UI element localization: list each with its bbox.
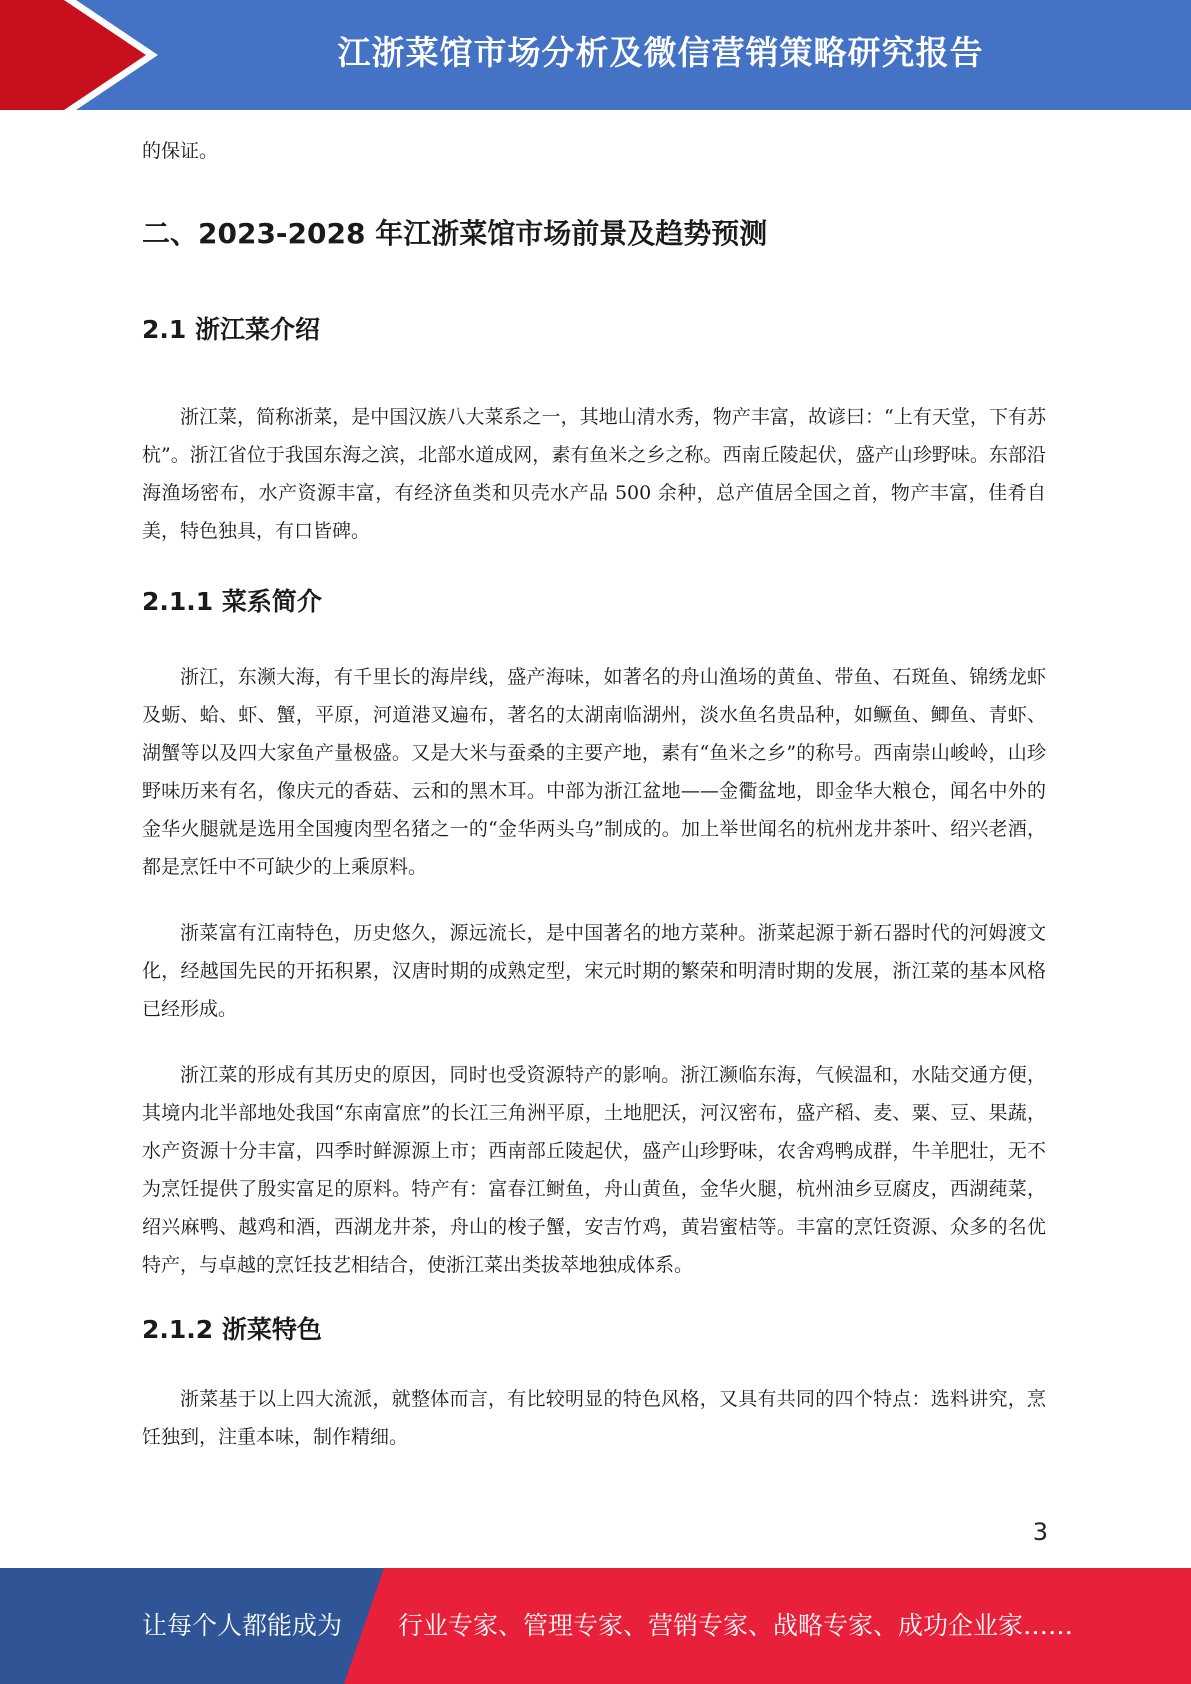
subsection-heading-2-1-1: 2.1.1 菜系简介 bbox=[142, 587, 322, 616]
footer-slogan-left: 让每个人都能成为 bbox=[142, 1611, 343, 1640]
paragraph-characteristics: 浙菜基于以上四大流派，就整体而言，有比较明显的特色风格，又具有共同的四个特点：选料讲究，烹饪独到，注重本味，制作精细。 bbox=[142, 1388, 1046, 1448]
page-footer bbox=[0, 1568, 1191, 1684]
paragraph-resources: 浙江菜的形成有其历史的原因，同时也受资源特产的影响。浙江濒临东海，气候温和，水陆交通方便，其境内北半部地处我国“东南富庶”的长江三角洲平原，土地肥沃，河汉密布，盛产稻、麦、粟、豆、果蔬，水产资源十分丰富，四季时鲜源源上市；西南部丘陵起伏，盛产山珍野味，农舍鸡鸭成群，牛羊肥壮，无不为烹饪提供了殷实富足的原料。特产有：富春江鲥鱼，舟山黄鱼，金华火腿，杭州油乡豆腐皮，西湖莼菜，绍兴麻鸭、越鸡和酒，西湖龙井茶，舟山的梭子蟹，安吉竹鸡，黄岩蜜桔等。丰富的烹饪资源、众多的名优特产，与卓越的烹饪技艺相结合，使浙江菜出类拔萃地独成体系。 bbox=[142, 1064, 1046, 1276]
subsection-heading-2-1-2: 2.1.2 浙菜特色 bbox=[142, 1315, 322, 1344]
page-header bbox=[0, 0, 1191, 110]
paragraph-cuisine-overview: 浙江，东濒大海，有千里长的海岸线，盛产海味，如著名的舟山渔场的黄鱼、带鱼、石斑鱼、锦绣龙虾及蛎、蛤、虾、蟹，平原，河道港叉遍布，著名的太湖南临湖州，淡水鱼名贵品种，如鳜鱼、鲫鱼、青虾、湖蟹等以及四大家鱼产量极盛。又是大米与蚕桑的主要产地，素有“鱼米之乡”的称号。西南崇山峻岭，山珍野味历来有名，像庆元的香菇、云和的黑木耳。中部为浙江盆地——金衢盆地，即金华大粮仓，闻名中外的金华火腿就是选用全国瘦肉型名猪之一的“金华两头乌”制成的。加上举世闻名的杭州龙井茶叶、绍兴老酒，都是烹饪中不可缺少的上乘原料。 bbox=[142, 666, 1046, 878]
page-content bbox=[142, 132, 1046, 1456]
report-title: 江浙菜馆市场分析及微信营销策略研究报告 bbox=[337, 33, 984, 72]
page-number: 3 bbox=[1032, 1518, 1048, 1546]
continued-text-fragment: 的保证。 bbox=[142, 140, 219, 162]
subsection-heading-2-1: 2.1 浙江菜介绍 bbox=[142, 315, 320, 344]
paragraph-history: 浙菜富有江南特色，历史悠久，源远流长，是中国著名的地方菜种。浙菜起源于新石器时代的河姆渡文化，经越国先民的开拓积累，汉唐时期的成熟定型，宋元时期的繁荣和明清时期的发展，浙江菜的基本风格已经形成。 bbox=[142, 922, 1046, 1020]
section-heading: 二、2023-2028 年江浙菜馆市场前景及趋势预测 bbox=[142, 217, 768, 250]
footer-slogan-right: 行业专家、管理专家、营销专家、战略专家、成功企业家…… bbox=[398, 1611, 1074, 1640]
paragraph-intro: 浙江菜，简称浙菜，是中国汉族八大菜系之一，其地山清水秀，物产丰富，故谚曰：“上有天堂，下有苏杭”。浙江省位于我国东海之滨，北部水道成网，素有鱼米之乡之称。西南丘陵起伏，盛产山珍野味。东部沿海渔场密布，水产资源丰富，有经济鱼类和贝壳水产品 500 余种，总产值居全国之首，物产丰富，佳肴自美，特色独具，有口皆碑。 bbox=[142, 406, 1046, 542]
